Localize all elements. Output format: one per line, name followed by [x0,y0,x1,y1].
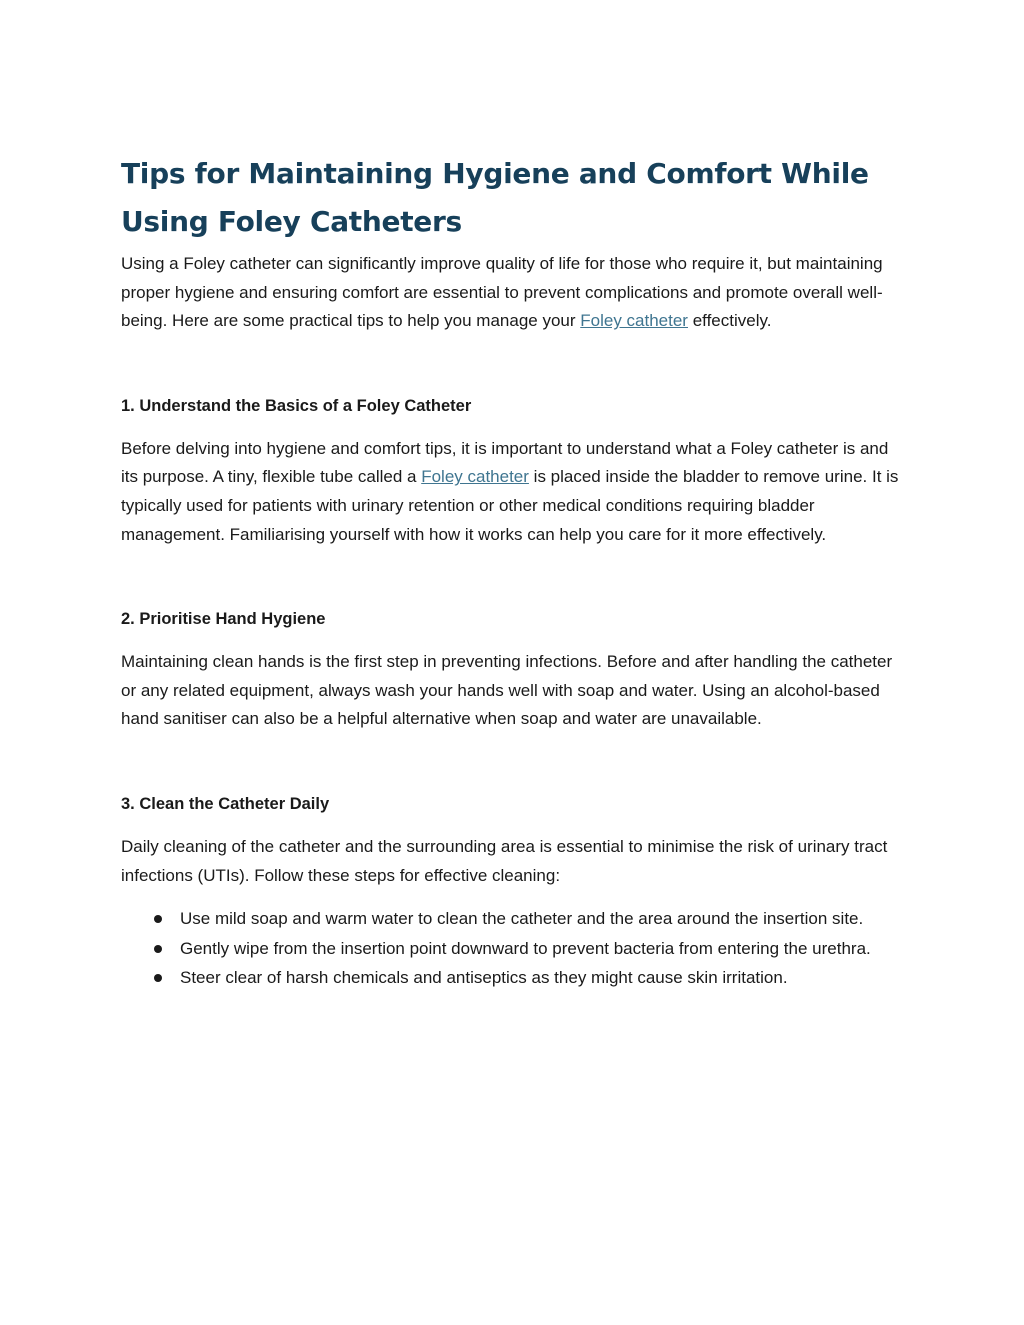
section-heading: 1. Understand the Basics of a Foley Catheter [121,396,472,415]
section-paragraph [121,435,901,549]
intro-text-after-link: effectively. [687,311,772,331]
section-heading: 2. Prioritise Hand Hygiene [121,610,326,629]
document-page [121,150,901,994]
cleaning-steps-list [121,905,901,993]
section-clean-daily [121,792,901,993]
list-item-text: Gently wipe from the insertion point downward to prevent bacteria from entering the urethra. [180,938,871,958]
foley-catheter-link[interactable]: Foley catheter [421,467,529,487]
list-item-text: Use mild soap and warm water to clean the catheter and the area around the insertion site. [180,909,864,929]
list-item [121,964,901,993]
section-paragraph: Daily cleaning of the catheter and the surrounding area is essential to minimise the risk of urinary tract infections (UTIs). Follow these steps for effective cleaning: [121,836,888,885]
section-understand-basics [121,394,901,549]
page-title: Tips for Maintaining Hygiene and Comfort While Using Foley Catheters [121,157,869,238]
bullet-icon [154,915,162,923]
section-heading: 3. Clean the Catheter Daily [121,794,330,813]
section-text-after-link: is placed inside the bladder to remove urine. It is typically used for patients with urinary retention or other medical conditions requiring bladder management. Familiarising yourself with how it works can help you care for it more effectively. [121,467,899,544]
section-text-before-link: Before delving into hygiene and comfort tips, it is important to understand what a Foley catheter is and its purpose. A tiny, flexible tube called a [121,438,889,487]
list-item [121,905,901,934]
bullet-icon [154,974,162,982]
intro-text-before-link: Using a Foley catheter can significantly improve quality of life for those who require it, but maintaining proper hygiene and ensuring comfort are essential to prevent complications and promote overall well-being. Here are some practical tips to help you manage your [121,254,883,331]
list-item-text: Steer clear of harsh chemicals and antiseptics as they might cause skin irritation. [180,968,788,988]
section-hand-hygiene [121,607,901,734]
intro-paragraph [121,250,901,336]
list-item [121,935,901,964]
section-paragraph: Maintaining clean hands is the first step in preventing infections. Before and after handling the catheter or any related equipment, always wash your hands well with soap and water. Using an alcohol-based hand sanitiser can also be a helpful alternative when soap and water are unavailable. [121,652,893,729]
foley-catheter-link[interactable]: Foley catheter [580,311,688,331]
bullet-icon [154,945,162,953]
